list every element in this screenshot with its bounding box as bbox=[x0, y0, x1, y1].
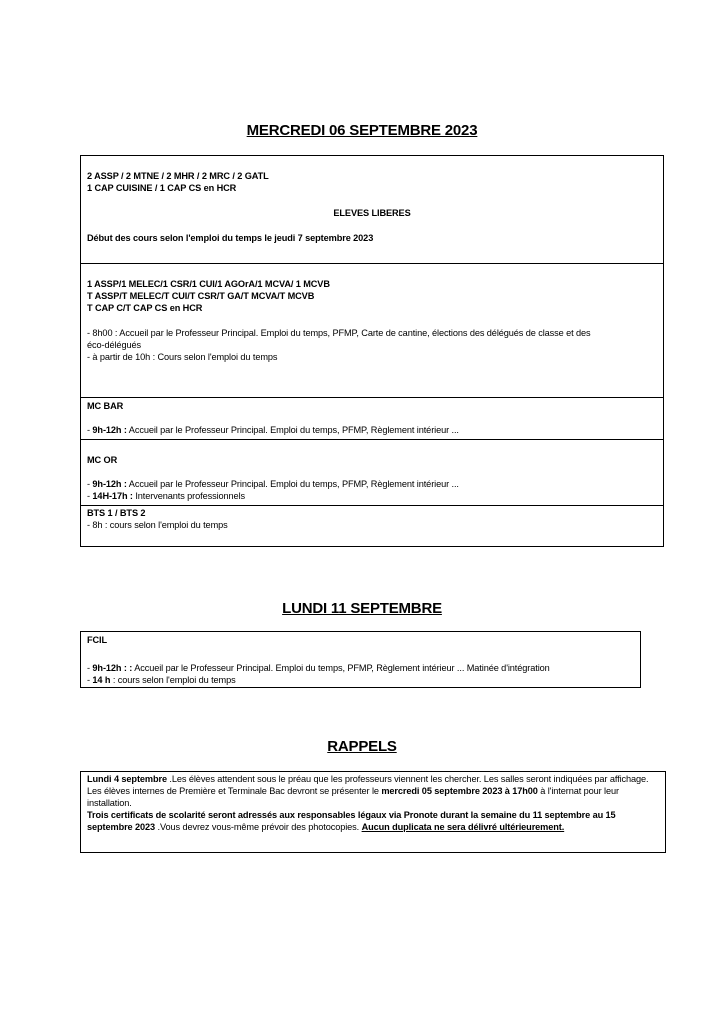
schedule-line bbox=[87, 674, 634, 686]
section-name: MC OR bbox=[87, 455, 118, 465]
dash: - bbox=[87, 479, 93, 489]
table-lundi bbox=[80, 631, 641, 688]
classes-line: 2 ASSP / 2 MTNE / 2 MHR / 2 MRC / 2 GATL bbox=[87, 171, 269, 181]
heading-mercredi: MERCREDI 06 SEPTEMBRE 2023 bbox=[246, 122, 478, 139]
schedule-line: éco-délégués bbox=[87, 340, 141, 350]
schedule-line bbox=[87, 490, 657, 502]
rappel-text: .Vous devrez vous-même prévoir des photocopies. bbox=[155, 822, 362, 832]
time-label: 14H-17h : bbox=[92, 491, 133, 501]
schedule-line bbox=[87, 424, 657, 436]
classes-line: 1 CAP CUISINE / 1 CAP CS en HCR bbox=[87, 183, 237, 193]
dash: - bbox=[87, 675, 93, 685]
schedule-text: Accueil par le Professeur Principal. Emploi du temps, PFMP, Règlement intérieur ... bbox=[126, 425, 459, 435]
schedule-line bbox=[87, 478, 657, 490]
section-name: BTS 1 / BTS 2 bbox=[87, 508, 146, 518]
classes-line: 1 ASSP/1 MELEC/1 CSR/1 CUI/1 AGOrA/1 MCVA/ 1 MCVB bbox=[87, 279, 330, 289]
heading-rappels: RAPPELS bbox=[327, 738, 397, 755]
schedule-text: Accueil par le Professeur Principal. Emploi du temps, PFMP, Règlement intérieur ... bbox=[126, 479, 459, 489]
rappel-certificats: Trois certificats de scolarité seront adressés aux responsables légaux via Pronote durant la semaine du 11 septembre au 15 septembre 2023 bbox=[87, 810, 616, 832]
table-rappels bbox=[80, 771, 666, 853]
time-label: 9h-12h : : bbox=[92, 663, 133, 673]
rappel-paragraph bbox=[87, 785, 659, 809]
dash: - bbox=[87, 663, 93, 673]
dash: - bbox=[87, 491, 93, 501]
classes-line: T CAP C/T CAP CS en HCR bbox=[87, 303, 203, 313]
section-premiere-terminale bbox=[81, 264, 663, 398]
schedule-line: - 8h : cours selon l'emploi du temps bbox=[87, 520, 228, 530]
schedule-text: : cours selon l'emploi du temps bbox=[110, 675, 236, 685]
heading-lundi: LUNDI 11 SEPTEMBRE bbox=[282, 600, 442, 617]
eleves-liberes: ELEVES LIBERES bbox=[333, 208, 411, 218]
time-label: 9h-12h : bbox=[92, 479, 127, 489]
section-name: FCIL bbox=[87, 635, 108, 645]
section-seconde bbox=[81, 156, 663, 264]
schedule-line: - à partir de 10h : Cours selon l'emploi du temps bbox=[87, 352, 278, 362]
rappel-date: mercredi 05 septembre 2023 à 17h00 bbox=[381, 786, 538, 796]
dash: - bbox=[87, 425, 93, 435]
section-mc-or bbox=[81, 440, 663, 506]
rappel-duplicata: Aucun duplicata ne sera délivré ultérieurement. bbox=[361, 822, 565, 832]
section-mc-bar bbox=[81, 398, 663, 440]
time-label: 9h-12h : bbox=[92, 425, 127, 435]
rappel-paragraph bbox=[87, 809, 659, 833]
section-name: MC BAR bbox=[87, 401, 124, 411]
time-label: 14 h bbox=[92, 675, 111, 685]
schedule-line bbox=[87, 662, 634, 674]
schedule-text: Intervenants professionnels bbox=[132, 491, 246, 501]
rappel-paragraph bbox=[87, 773, 659, 785]
section-bts bbox=[81, 506, 663, 531]
schedule-line: - 8h00 : Accueil par le Professeur Principal. Emploi du temps, PFMP, Carte de cantine, élections des délégués de classe et des bbox=[87, 328, 591, 338]
debut-cours: Début des cours selon l'emploi du temps le jeudi 7 septembre 2023 bbox=[87, 233, 374, 243]
table-mercredi bbox=[80, 155, 664, 547]
rappel-text: .Les élèves attendent sous le préau que les professeurs viennent les chercher. Les salles seront indiquées par affichage. bbox=[166, 774, 649, 784]
rappel-text: à l'internat pour leur installation. bbox=[87, 786, 619, 808]
schedule-text: Accueil par le Professeur Principal. Emploi du temps, PFMP, Règlement intérieur ... Matinée d'intégration bbox=[132, 663, 550, 673]
rappel-text: Les élèves internes de Première et Terminale Bac devront se présenter le bbox=[87, 786, 382, 796]
classes-line: T ASSP/T MELEC/T CUI/T CSR/T GA/T MCVA/T MCVB bbox=[87, 291, 315, 301]
rappel-date: Lundi 4 septembre bbox=[87, 774, 167, 784]
